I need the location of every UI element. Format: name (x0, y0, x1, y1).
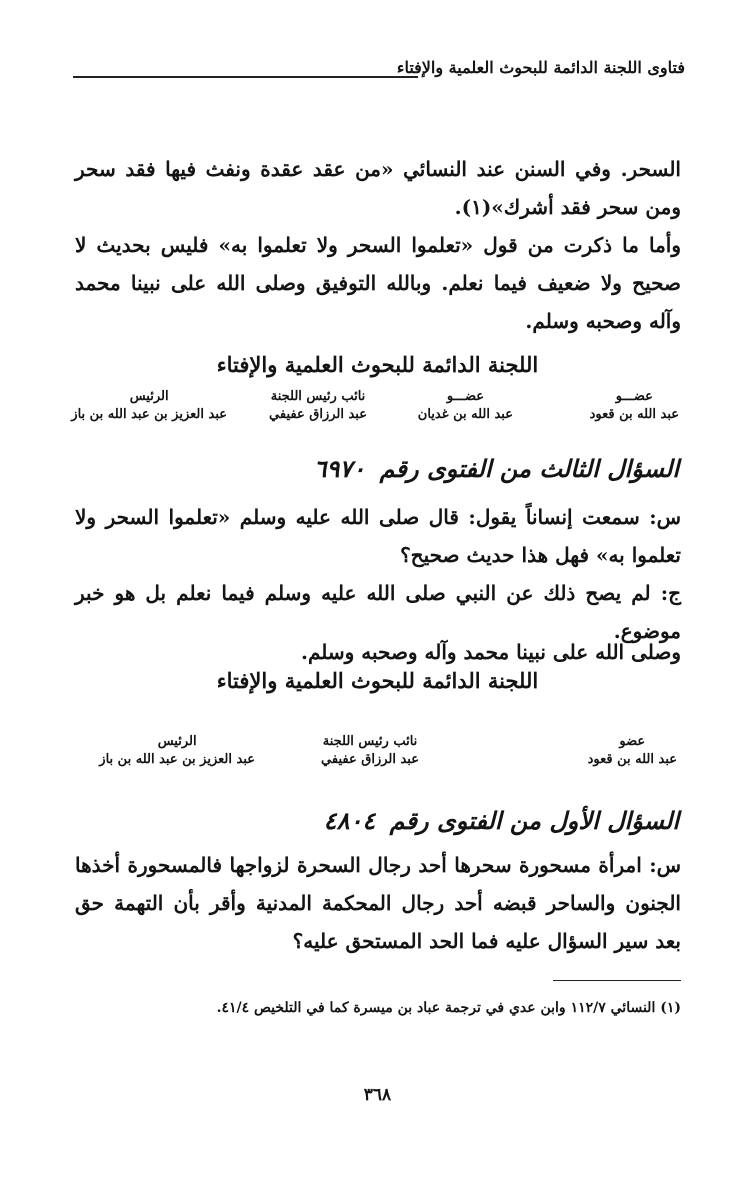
question-text: س: سمعت إنساناً يقول: قال صلى الله عليه وسلم «تعلموا السحر ولا تعلموا به» فهل هذا حديث صحيح؟ (75, 505, 682, 567)
page-number: ٣٦٨ (363, 1085, 392, 1105)
signature-name: عبد الله بن قعود (587, 752, 677, 767)
signature-role: نائب رئيس اللجنة (270, 389, 366, 404)
signature-name: عبد العزيز بن عبد الله بن باز (71, 407, 227, 422)
footnote: (١) النسائي ١١٢/٧ وابن عدي في ترجمة عباد بن ميسرة كما في التلخيص ٤١/٤. (216, 1000, 681, 1016)
signature-name: عبد الله بن قعود (589, 407, 679, 422)
signature-chairman (71, 389, 227, 422)
fatwa-number: ٦٩٧٠ (313, 454, 366, 483)
committee-heading: اللجنة الدائمة للبحوث العلمية والإفتاء (216, 668, 539, 693)
question-title: السؤال الثالث من الفتوى رقم (379, 454, 679, 483)
signature-role: عضو (619, 734, 646, 749)
paragraph-hadith-nasai: السحر. وفي السنن عند النسائي «من عقد عقدة ونفث فيها فقد سحر ومن سحر فقد أشرك»(١). (75, 157, 681, 219)
signature-vice-chairman (269, 389, 367, 422)
footnote-separator (553, 980, 681, 981)
question-title: السؤال الأول من الفتوى رقم (389, 806, 679, 835)
signature-member (418, 389, 513, 422)
signature-role: الرئيس (129, 389, 169, 404)
running-head (73, 58, 685, 84)
committee-heading: اللجنة الدائمة للبحوث العلمية والإفتاء (216, 352, 539, 377)
signature-chairman (99, 734, 255, 767)
signature-member (588, 734, 677, 767)
signature-name: عبد العزيز بن عبد الله بن باز (99, 752, 255, 767)
signature-name: عبد الرزاق عفيفي (269, 407, 367, 422)
signature-name: عبد الله بن غديان (417, 407, 513, 422)
answer-text: ج: لم يصح ذلك عن النبي صلى الله عليه وسلم فيما نعلم بل هو خبر موضوع. (75, 581, 681, 643)
signature-role: الرئيس (157, 734, 197, 749)
paragraph-not-a-hadith: وأما ما ذكرت من قول «تعلموا السحر ولا تعلموا به» فليس بحديث لا صحيح ولا ضعيف فيما نعلم. وبالله التوفيق وصلى الله على نبينا محمد وآله وصحبه وسلم. (75, 233, 681, 333)
signature-vice-chairman (321, 734, 419, 767)
fatwa-number: ٤٨٠٤ (323, 806, 376, 835)
closing-prayer: وصلى الله على نبينا محمد وآله وصحبه وسلم. (301, 640, 681, 664)
signature-role: عضـــو (446, 389, 484, 404)
running-head-rule (73, 76, 418, 78)
signature-role: نائب رئيس اللجنة (322, 734, 418, 749)
running-head-title: فتاوى اللجنة الدائمة للبحوث العلمية والإفتاء (396, 58, 685, 77)
signature-role: عضـــو (615, 389, 653, 404)
question-heading (324, 806, 679, 835)
question-heading (314, 454, 679, 483)
signature-name: عبد الرزاق عفيفي (321, 752, 419, 767)
question-text: س: امرأة مسحورة سحرها أحد رجال السحرة لزواجها فالمسحورة أخذها الجنون والساحر قبضه أحد رجال المحكمة المدنية وأقر بأن التهمة حق بعد سير السؤال عليه فما الحد المستحق عليه؟ (75, 853, 681, 953)
signature-member (590, 389, 679, 422)
